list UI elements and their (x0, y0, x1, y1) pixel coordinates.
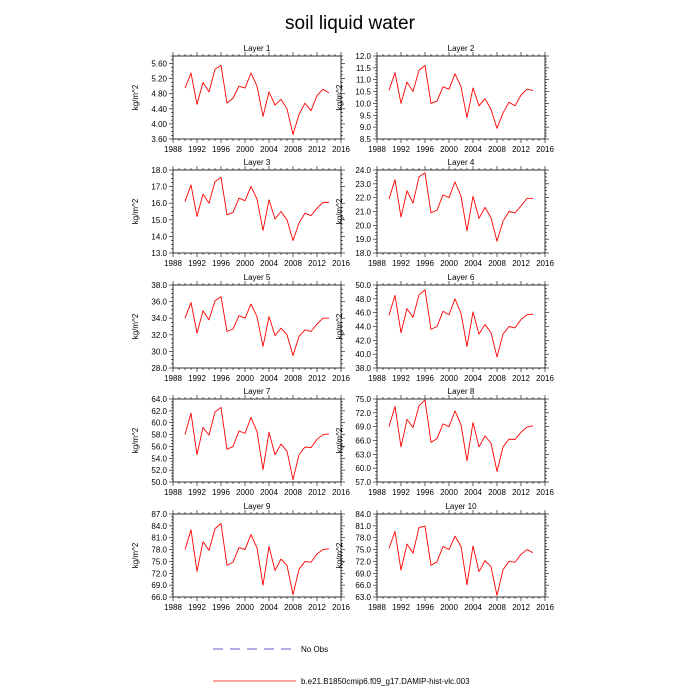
y-tick-label: 81.0 (151, 533, 167, 543)
x-tick-label: 2000 (440, 145, 458, 154)
x-tick-label: 1996 (416, 603, 434, 612)
x-tick-label: 1996 (416, 145, 434, 154)
x-tick-label: 2016 (332, 603, 350, 612)
y-tick-label: 50.0 (355, 281, 371, 290)
series-line-1 (185, 65, 329, 134)
x-tick-label: 2000 (440, 259, 458, 268)
x-tick-label: 2016 (536, 259, 554, 268)
panel-title: Layer 4 (447, 158, 475, 167)
x-tick-label: 2016 (536, 145, 554, 154)
x-tick-label: 2012 (512, 603, 530, 612)
y-tick-label: 15.0 (151, 215, 167, 225)
x-tick-label: 2012 (308, 259, 326, 268)
y-tick-label: 50.0 (151, 478, 167, 487)
x-tick-label: 1992 (392, 603, 410, 612)
x-tick-label: 2012 (308, 603, 326, 612)
legend (213, 645, 470, 686)
x-tick-label: 2004 (260, 145, 278, 154)
y-tick-label: 56.0 (151, 442, 167, 452)
y-tick-label: 52.0 (151, 466, 167, 476)
x-tick-label: 1988 (368, 259, 386, 268)
series-line-1 (389, 173, 533, 241)
x-tick-label: 1996 (416, 259, 434, 268)
y-tick-label: 10.5 (355, 87, 371, 97)
y-tick-label: 84.0 (355, 510, 371, 519)
x-tick-label: 2012 (512, 145, 530, 154)
y-tick-label: 32.0 (151, 330, 167, 340)
figure-title: soil liquid water (285, 13, 415, 34)
panel-layer-10 (335, 502, 554, 612)
x-tick-label: 2004 (260, 488, 278, 497)
y-tick-label: 12.0 (355, 52, 371, 61)
x-tick-label: 1992 (188, 374, 206, 383)
panels-grid (131, 44, 554, 612)
y-tick-label: 11.0 (356, 75, 371, 85)
series-line-1 (185, 297, 329, 356)
y-tick-label: 34.0 (151, 314, 167, 324)
x-tick-label: 2016 (332, 374, 350, 383)
x-tick-label: 2012 (512, 374, 530, 383)
legend-label-model: b.e21.B1850cmip6.f09_g17.DAMIP-hist-vlc.003 (301, 677, 470, 686)
series-line-1 (389, 290, 533, 357)
x-tick-label: 2008 (488, 603, 506, 612)
x-tick-label: 2016 (332, 145, 350, 154)
y-tick-label: 75.0 (355, 395, 371, 404)
y-tick-label: 75.0 (355, 545, 371, 555)
panel-title: Layer 1 (243, 44, 271, 53)
x-tick-label: 2008 (488, 374, 506, 383)
x-tick-label: 2012 (308, 488, 326, 497)
y-axis-label: kg/m^2 (131, 313, 140, 340)
y-tick-label: 19.0 (355, 235, 371, 245)
y-tick-label: 63.0 (355, 593, 371, 602)
x-tick-label: 2016 (536, 374, 554, 383)
x-tick-label: 1996 (416, 374, 434, 383)
y-tick-label: 57.0 (355, 478, 371, 487)
y-axis-label: kg/m^2 (131, 84, 140, 111)
y-tick-label: 62.0 (151, 406, 167, 416)
y-tick-label: 66.0 (355, 581, 371, 591)
x-tick-label: 2000 (440, 374, 458, 383)
plot-frame (173, 285, 341, 368)
panel-layer-9 (131, 502, 350, 612)
y-tick-label: 30.0 (151, 347, 167, 357)
panel-layer-5 (131, 273, 350, 383)
series-line-1 (389, 65, 533, 128)
y-tick-label: 84.0 (151, 521, 167, 531)
x-tick-label: 2000 (236, 488, 254, 497)
x-tick-label: 1988 (368, 603, 386, 612)
x-tick-label: 1988 (368, 145, 386, 154)
x-tick-label: 2004 (464, 145, 482, 154)
x-tick-label: 2008 (284, 603, 302, 612)
x-tick-label: 2004 (464, 488, 482, 497)
y-axis-label: kg/m^2 (131, 198, 140, 225)
y-tick-label: 72.0 (151, 569, 167, 579)
series-line-1 (185, 523, 329, 594)
x-tick-label: 2012 (512, 259, 530, 268)
x-tick-label: 2000 (236, 145, 254, 154)
x-tick-label: 1996 (416, 488, 434, 497)
y-tick-label: 63.0 (355, 450, 371, 460)
x-tick-label: 2008 (488, 145, 506, 154)
y-tick-label: 9.0 (359, 123, 371, 133)
panel-title: Layer 7 (243, 387, 271, 396)
panel-title: Layer 3 (243, 158, 271, 167)
x-tick-label: 2008 (284, 488, 302, 497)
panel-layer-8 (335, 387, 554, 497)
y-tick-label: 5.20 (151, 74, 167, 84)
y-tick-label: 69.0 (355, 569, 371, 579)
x-tick-label: 1996 (212, 259, 230, 268)
x-tick-label: 1988 (164, 145, 182, 154)
y-tick-label: 81.0 (355, 521, 371, 531)
y-tick-label: 46.0 (355, 308, 371, 318)
x-tick-label: 1992 (392, 259, 410, 268)
x-tick-label: 1988 (164, 488, 182, 497)
y-tick-label: 44.0 (355, 322, 371, 332)
y-tick-label: 72.0 (355, 408, 371, 418)
y-tick-label: 54.0 (151, 454, 167, 464)
y-tick-label: 38.0 (355, 364, 371, 373)
y-axis-label: kg/m^2 (131, 427, 140, 454)
x-tick-label: 2004 (260, 374, 278, 383)
y-tick-label: 22.0 (355, 193, 371, 203)
x-tick-label: 2000 (236, 603, 254, 612)
x-tick-label: 2016 (332, 259, 350, 268)
legend-label-no-obs: No Obs (301, 645, 329, 654)
y-tick-label: 4.00 (151, 119, 167, 129)
y-tick-label: 8.5 (359, 135, 371, 144)
y-tick-label: 21.0 (355, 207, 371, 217)
panel-layer-7 (131, 387, 350, 497)
x-tick-label: 2012 (308, 374, 326, 383)
y-axis-label: kg/m^2 (335, 84, 344, 111)
y-tick-label: 18.0 (151, 166, 167, 175)
panel-title: Layer 5 (243, 273, 271, 282)
x-tick-label: 2008 (284, 259, 302, 268)
x-tick-label: 1996 (212, 488, 230, 497)
y-tick-label: 58.0 (151, 430, 167, 440)
y-axis-label: kg/m^2 (131, 542, 140, 569)
x-tick-label: 1996 (212, 145, 230, 154)
y-tick-label: 66.0 (151, 593, 167, 602)
x-tick-label: 1996 (212, 374, 230, 383)
y-tick-label: 23.0 (355, 179, 371, 189)
y-tick-label: 5.60 (151, 59, 167, 69)
y-tick-label: 72.0 (355, 557, 371, 567)
y-tick-label: 28.0 (151, 364, 167, 373)
x-tick-label: 1992 (188, 145, 206, 154)
x-tick-label: 1992 (392, 145, 410, 154)
y-tick-label: 36.0 (151, 297, 167, 307)
y-tick-label: 4.40 (151, 104, 167, 114)
x-tick-label: 2004 (464, 374, 482, 383)
x-tick-label: 1988 (368, 374, 386, 383)
panel-layer-1 (131, 44, 350, 154)
panel-layer-2 (335, 44, 554, 154)
x-tick-label: 2012 (512, 488, 530, 497)
y-axis-label: kg/m^2 (335, 427, 344, 454)
y-tick-label: 20.0 (355, 221, 371, 231)
panel-title: Layer 2 (447, 44, 475, 53)
x-tick-label: 1992 (188, 603, 206, 612)
y-tick-label: 40.0 (355, 350, 371, 360)
x-tick-label: 2000 (440, 603, 458, 612)
series-line-1 (389, 526, 533, 595)
y-tick-label: 78.0 (151, 545, 167, 555)
x-tick-label: 2000 (440, 488, 458, 497)
x-tick-label: 2000 (236, 259, 254, 268)
x-tick-label: 2004 (260, 259, 278, 268)
series-line-1 (389, 400, 533, 471)
y-tick-label: 18.0 (355, 249, 371, 258)
y-tick-label: 38.0 (151, 281, 167, 290)
y-tick-label: 3.60 (151, 135, 167, 144)
y-tick-label: 78.0 (355, 533, 371, 543)
x-tick-label: 1992 (392, 488, 410, 497)
x-tick-label: 2008 (488, 259, 506, 268)
y-tick-label: 10.0 (355, 99, 371, 109)
x-tick-label: 2016 (332, 488, 350, 497)
x-tick-label: 1992 (188, 259, 206, 268)
x-tick-label: 2008 (284, 374, 302, 383)
x-tick-label: 1988 (164, 374, 182, 383)
x-tick-label: 2000 (236, 374, 254, 383)
y-tick-label: 48.0 (355, 294, 371, 304)
y-tick-label: 64.0 (151, 395, 167, 404)
y-tick-label: 60.0 (355, 464, 371, 474)
y-tick-label: 16.0 (151, 199, 167, 209)
y-tick-label: 17.0 (151, 182, 167, 192)
x-tick-label: 2008 (284, 145, 302, 154)
x-tick-label: 1988 (164, 603, 182, 612)
panel-title: Layer 10 (445, 502, 477, 511)
x-tick-label: 1992 (188, 488, 206, 497)
x-tick-label: 1988 (164, 259, 182, 268)
x-tick-label: 2012 (308, 145, 326, 154)
x-tick-label: 2004 (464, 603, 482, 612)
y-tick-label: 69.0 (355, 422, 371, 432)
y-axis-label: kg/m^2 (335, 198, 344, 225)
y-tick-label: 69.0 (151, 581, 167, 591)
x-tick-label: 2016 (536, 488, 554, 497)
y-axis-label: kg/m^2 (335, 313, 344, 340)
y-axis-label: kg/m^2 (335, 542, 344, 569)
y-tick-label: 9.5 (359, 111, 371, 121)
y-tick-label: 11.5 (356, 63, 371, 73)
y-tick-label: 13.0 (151, 249, 167, 258)
panel-title: Layer 9 (243, 502, 271, 511)
x-tick-label: 2004 (464, 259, 482, 268)
panel-title: Layer 8 (447, 387, 475, 396)
x-tick-label: 2016 (536, 603, 554, 612)
y-tick-label: 66.0 (355, 436, 371, 446)
x-tick-label: 1996 (212, 603, 230, 612)
series-line-1 (185, 407, 329, 479)
y-tick-label: 42.0 (355, 336, 371, 346)
y-tick-label: 24.0 (355, 166, 371, 175)
x-tick-label: 1992 (392, 374, 410, 383)
panel-title: Layer 6 (447, 273, 475, 282)
x-tick-label: 1988 (368, 488, 386, 497)
panel-layer-3 (131, 158, 350, 268)
y-tick-label: 60.0 (151, 418, 167, 428)
y-tick-label: 87.0 (151, 510, 167, 519)
x-tick-label: 2004 (260, 603, 278, 612)
panel-layer-4 (335, 158, 554, 268)
y-tick-label: 75.0 (151, 557, 167, 567)
y-tick-label: 14.0 (151, 232, 167, 242)
series-line-1 (185, 177, 329, 240)
panel-layer-6 (335, 273, 554, 383)
y-tick-label: 4.80 (151, 89, 167, 99)
x-tick-label: 2008 (488, 488, 506, 497)
